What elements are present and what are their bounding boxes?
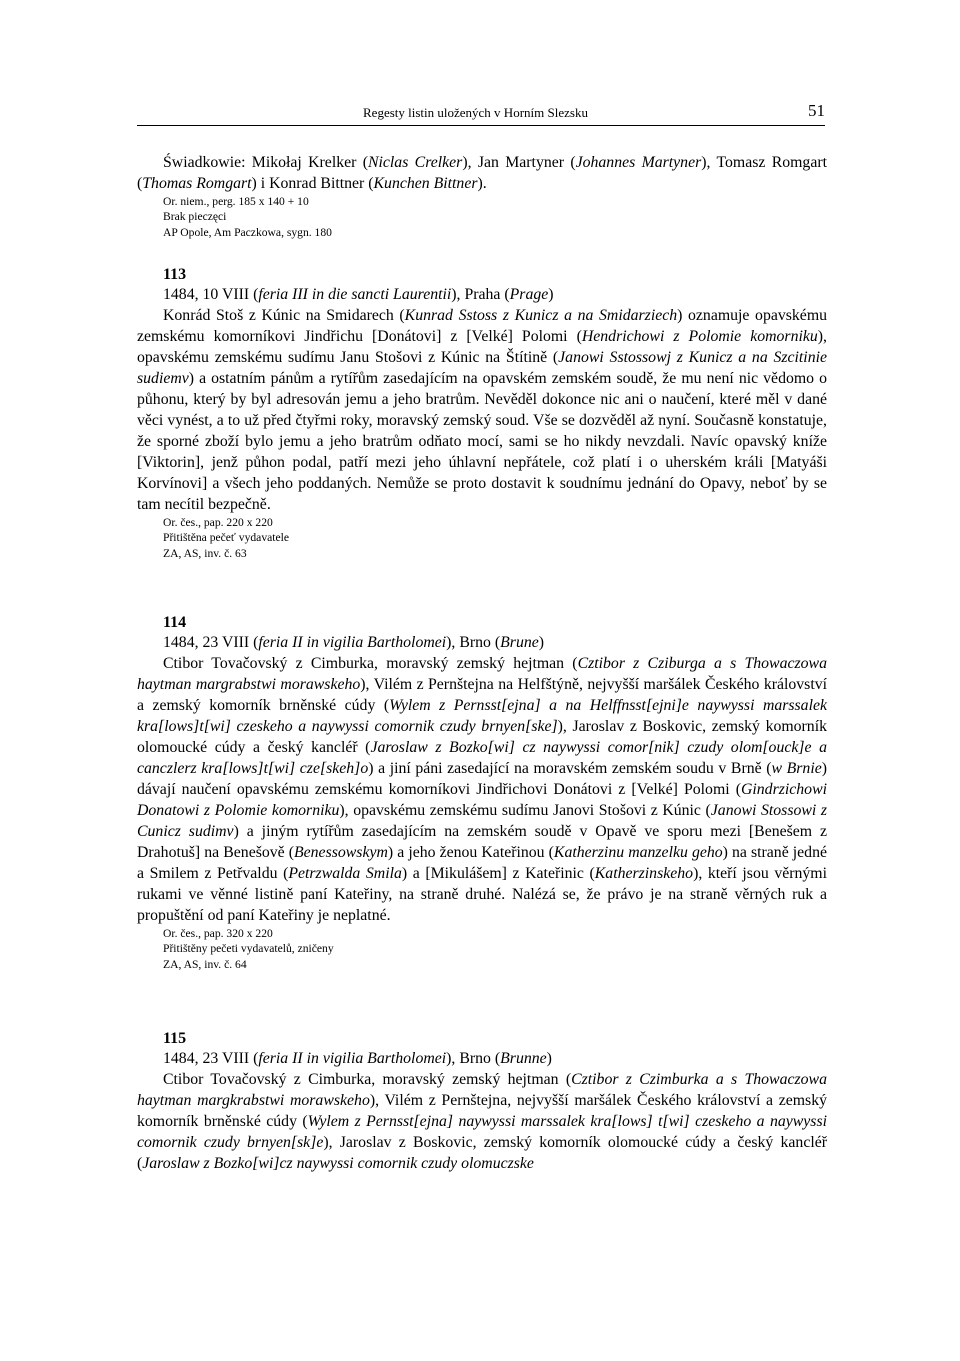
witnesses-meta-line: AP Opole, Am Paczkowa, sygn. 180 [163,225,332,239]
regest-entry-113 [137,266,827,561]
entry-number: 114 [163,614,187,631]
entry-meta-line: Or. čes., pap. 220 x 220 [163,516,273,529]
regest-entry-115 [137,1030,827,1174]
entry-meta-line: Or. čes., pap. 320 x 220 [163,927,273,940]
entry-number: 113 [163,266,187,283]
entry-number: 115 [163,1030,187,1047]
witnesses-block [137,152,827,240]
entry-text: Konrád Stoš z Kúnic na Smidarech (Kunrad Sstoss z Kunicz a na Smidarziech) oznamuje opavskému zemskému komorníkovi Jindřichu [Donátovi] z [Velké] Polomi (Hendrichowi z Polomie komorniku), opavskému zemskému sudímu Janu Stošovi z Kúnic na Štítině (Janowi Sstossowj z Kunicz a na Szcitinie sudiemv) a ostatním pánům a rytířům zasedajícím na opavském zemském soudě, že mu není nic vědomo o půhonu, který by byl adresován jemu a jeho bratrům. Nevěděl dokonce nic ani o naučení, které měl v dané věci vynést, a to už před čtyřmi roky, moravský zemský soud. Vše se dozvěděl až nyní. Současně konstatuje, že sporné zboží bylo jemu a jeho bratrům odňato mocí, sami se ho nikdy nevzdali. Navíc opavský kníže [Viktorin], jenž půhon podal, patří mezi jeho úhlavní nepřátele, což platí i o uherském králi [Matyáši Korvínovi] a všech jeho poddaných. Nemůže se proto dostavit k soudnímu jednání do Opavy, neboť by se tam necítil bezpečně. [137,307,827,513]
witnesses-paragraph: Świadkowie: Mikołaj Krelker (Niclas Crelker), Jan Martyner (Johannes Martyner), Tomasz Romgart (Thomas Romgart) i Konrad Bittner (Kunchen Bittner). [137,154,827,192]
entry-meta-line: ZA, AS, inv. č. 64 [163,957,247,971]
entry-text: Ctibor Tovačovský z Cimburka, moravský zemský hejtman (Cztibor z Czimburka a s Thowaczowa haytman margkrabstwi morawskeho), Vilém z Pernštejna, nejvyšší maršálek Českého království a zemský komorník brněnské cúdy (Wylem z Pernsst[ejna] naywyssi marssalek kra[lows] t[wi] czeskeho a naywyssi comornik czudy brnyen[sk]e), Jaroslav z Boskovic, zemský komorník olomoucké cúdy a český kancléř (Jaroslaw z Bozko[wi]cz naywyssi comornik czudy olomuczske [137,1071,827,1172]
entry-dateline: 1484, 23 VIII (feria II in vigilia Bartholomei), Brno (Brunne) [163,1050,552,1067]
entry-meta-line: Přitištěny pečeti vydavatelů, zničeny [163,942,334,956]
page-number: 51 [808,101,825,120]
running-title: Regesty listin uložených v Horním Slezsku [363,105,588,120]
entry-dateline: 1484, 23 VIII (feria II in vigilia Bartholomei), Brno (Brune) [163,634,545,651]
entry-text: Ctibor Tovačovský z Cimburka, moravský zemský hejtman (Cztibor z Cziburga a s Thowaczowa haytman margrabstwi morawskeho), Vilém z Pernštejna na Helfštýně, nejvyšší maršálek Českého království a zemský komorník brněnské cúdy (Wylem z Pernsst[ejna] a na Helffnsst[ejni]e naywyssi marssalek kra[lows]t[wi] czeskeho a naywyssi comornik czudy brnyen[ske]), Jaroslav z Boskovic, zemský komorník olomoucké cúdy a český kancléř (Jaroslaw z Bozko[wi] cz naywyssi comor[nik] czudy olom[ouck]e a canczlerz kra[lows]t[wi] cze[skeh]o) a jiní páni zasedající na moravském zemském soudu v Brně (w Brnie) dávají naučení opavskému zemskému komorníkovi Jindřichovi Donátovi z [Velké] Polomi (Gindrzichowi Donatowi z Polomie komorniku), opavskému zemskému sudímu Janovi Stošovi z Kúnic (Janowi Stossowi z Cunicz sudimv) a jiným rytířům zasedajícím na zemském soudě v Opavě ve sporu mezi [Benešem z Drahotuš] na Benešově (Benessowskym) a jeho ženou Kateřinou (Katherzinu manzelku geho) na straně jedné a Smilem z Petřvaldu (Petrzwalda Smila) a [Mikulášem] z Kateřinic (Katherzinskeho), kteří jsou věrnými rukami ve věnné listině paní Kateřiny, na straně druhé. Nalézá se, že právo je na straně věrných ruk a propuštění od paní Kateřiny je neplatné. [137,655,828,924]
entry-meta-line: Přitištěna pečeť vydavatele [163,531,289,545]
running-header [137,101,825,126]
witnesses-meta-line: Brak pieczęci [163,210,227,224]
regest-entry-114 [137,614,827,972]
witnesses-meta-line: Or. niem., perg. 185 x 140 + 10 [163,195,309,208]
entry-meta-line: ZA, AS, inv. č. 63 [163,546,247,560]
entry-dateline: 1484, 10 VIII (feria III in die sancti Laurentii), Praha (Prage) [163,286,554,303]
